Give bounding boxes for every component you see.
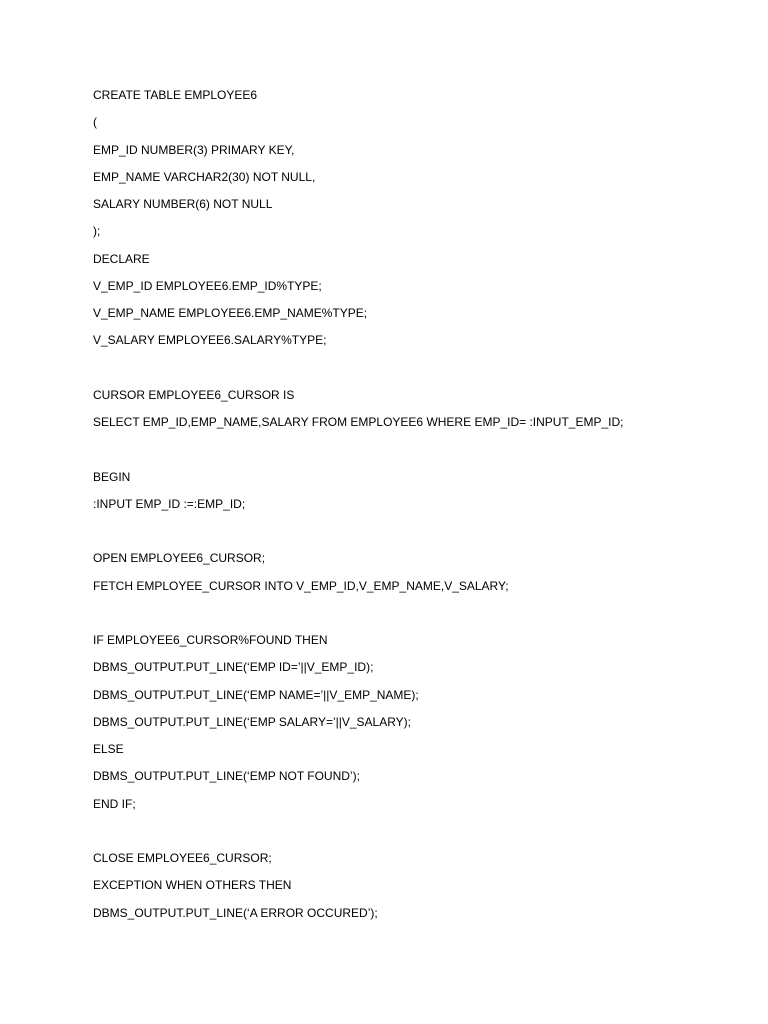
code-line: DECLARE: [93, 251, 150, 266]
code-line: V_EMP_ID EMPLOYEE6.EMP_ID%TYPE;: [93, 278, 322, 293]
code-line: ELSE: [93, 742, 124, 756]
code-line: V_SALARY EMPLOYEE6.SALARY%TYPE;: [93, 333, 327, 348]
blank-line: [93, 522, 733, 549]
document-body: [93, 86, 733, 931]
code-line: END IF;: [93, 796, 136, 811]
code-line: FETCH EMPLOYEE_CURSOR INTO V_EMP_ID,V_EMP_NAME,V_SALARY;: [93, 578, 509, 593]
code-line: OPEN EMPLOYEE6_CURSOR;: [93, 551, 266, 566]
blank-line: [93, 359, 733, 386]
code-line: DBMS_OUTPUT.PUT_LINE(‘EMP ID=’||V_EMP_ID);: [93, 660, 374, 675]
code-line: );: [93, 224, 101, 239]
code-line: V_EMP_NAME EMPLOYEE6.EMP_NAME%TYPE;: [93, 306, 368, 320]
code-line: CLOSE EMPLOYEE6_CURSOR;: [93, 851, 272, 865]
code-line: DBMS_OUTPUT.PUT_LINE(‘EMP NAME=’||V_EMP_NAME);: [93, 687, 419, 702]
code-line: IF EMPLOYEE6_CURSOR%FOUND THEN: [93, 633, 328, 647]
code-line: EXCEPTION WHEN OTHERS THEN: [93, 878, 292, 893]
code-line: EMP_NAME VARCHAR2(30) NOT NULL,: [93, 169, 316, 184]
code-line: CURSOR EMPLOYEE6_CURSOR IS: [93, 387, 295, 402]
blank-line: [93, 604, 733, 631]
code-line: BEGIN: [93, 469, 131, 484]
code-line: EMP_ID NUMBER(3) PRIMARY KEY,: [93, 142, 295, 157]
code-line: DBMS_OUTPUT.PUT_LINE(‘A ERROR OCCURED’);: [93, 905, 378, 920]
blank-line: [93, 822, 733, 849]
code-line: :INPUT EMP_ID :=:EMP_ID;: [93, 496, 246, 511]
code-line: SELECT EMP_ID,EMP_NAME,SALARY FROM EMPLOYEE6 WHERE EMP_ID= :INPUT_EMP_ID;: [93, 415, 624, 429]
code-line: CREATE TABLE EMPLOYEE6: [93, 88, 258, 102]
code-line: DBMS_OUTPUT.PUT_LINE(‘EMP SALARY=’||V_SALARY);: [93, 714, 412, 729]
blank-line: [93, 440, 733, 467]
code-line: (: [93, 115, 97, 130]
code-line: DBMS_OUTPUT.PUT_LINE(‘EMP NOT FOUND’);: [93, 769, 360, 784]
code-line: SALARY NUMBER(6) NOT NULL: [93, 197, 273, 211]
